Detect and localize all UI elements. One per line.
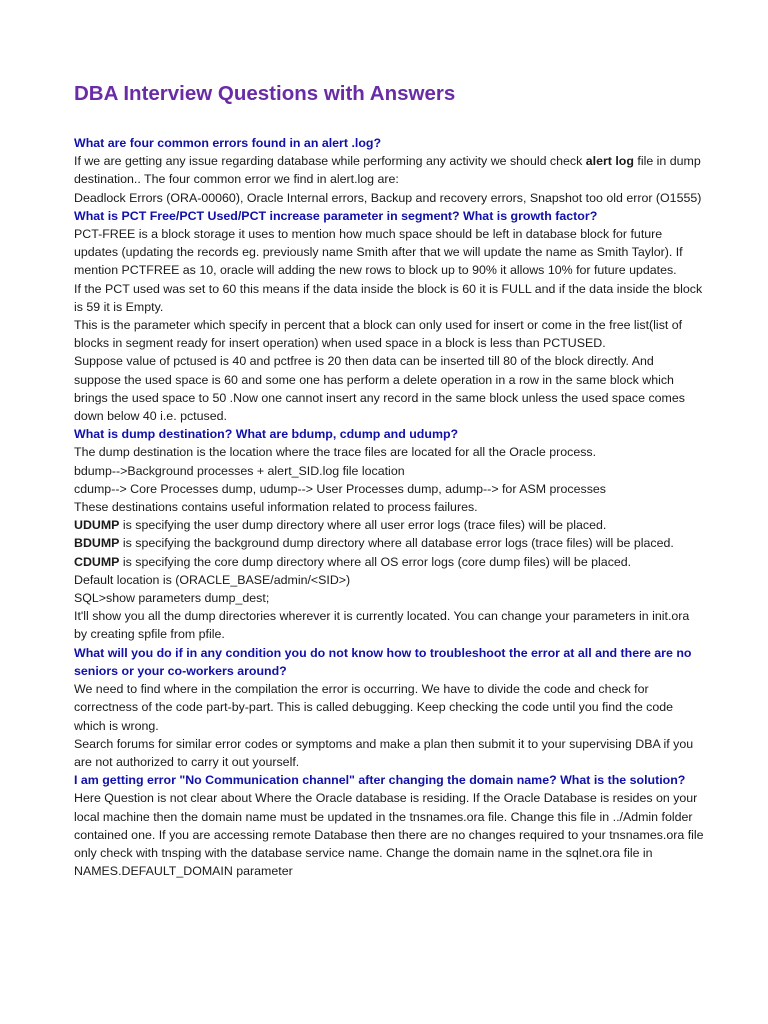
answer-paragraph: If the PCT used was set to 60 this means if the data inside the block is 60 it is FULL and if the data inside the block is 59 it is Empty. — [74, 281, 703, 314]
answer-paragraph: Default location is (ORACLE_BASE/admin/<SID>) — [74, 572, 351, 587]
answer-paragraph: cdump--> Core Processes dump, udump--> User Processes dump, adump--> for ASM processes — [74, 481, 606, 496]
answer-paragraph: These destinations contains useful information related to process failures. — [74, 500, 478, 515]
answer-paragraph: SQL>show parameters dump_dest; — [74, 591, 270, 606]
question-heading: I am getting error "No Communication channel" after changing the domain name? What is the solution? — [74, 773, 686, 788]
question-heading: What is PCT Free/PCT Used/PCT increase parameter in segment? What is growth factor? — [74, 208, 598, 223]
answer-paragraph: Suppose value of pctused is 40 and pctfree is 20 then data can be inserted till 80 of the block directly. And suppose the used space is 60 and some one has perform a delete operation in a row in the same block which brings the used space to 50 .Now one cannot insert any record in the same block unless the used space comes down below 40 i.e. pctused. — [74, 354, 685, 424]
document-body — [74, 134, 704, 880]
answer-paragraph: We need to find where in the compilation the error is occurring. We have to divide the code and check for correctness of the code part-by-part. This is called debugging. Keep checking the code until you find the code which is wrong. — [74, 682, 674, 733]
question-heading: What will you do if in any condition you do not know how to troubleshoot the error at all and there are no seniors or your co-workers around? — [74, 645, 692, 678]
question-heading: What is dump destination? What are bdump, cdump and udump? — [74, 427, 459, 442]
answer-paragraph: This is the parameter which specify in percent that a block can only used for insert or come in the free list(list of blocks in segment ready for insert operation) when used space in a block is less than PCTUSED. — [74, 318, 683, 351]
answer-paragraph: UDUMP is specifying the user dump directory where all user error logs (trace files) will be placed. — [74, 518, 607, 533]
answer-paragraph: If we are getting any issue regarding database while performing any activity we should check alert log file in dump destination.. The four common error we find in alert.log are: — [74, 154, 701, 187]
answer-paragraph: CDUMP is specifying the core dump directory where all OS error logs (core dump files) will be placed. — [74, 554, 632, 569]
answer-paragraph: It'll show you all the dump directories wherever it is currently located. You can change your parameters in init.ora by creating spfile from pfile. — [74, 609, 690, 642]
answer-paragraph: Here Question is not clear about Where the Oracle database is residing. If the Oracle Database is resides on your local machine then the domain name must be updated in the tnsnames.ora file. Change this file in ../Admin folder contained one. If you are accessing remote Database then there are no changes required to your tnsnames.ora file only check with tnsping with the database service name. Change the domain name in the sqlnet.ora file in NAMES.DEFAULT_DOMAIN parameter — [74, 791, 704, 879]
page-title: DBA Interview Questions with Answers — [74, 82, 456, 105]
answer-paragraph: bdump-->Background processes + alert_SID.log file location — [74, 463, 405, 478]
answer-paragraph: BDUMP is specifying the background dump directory where all database error logs (trace files) will be placed. — [74, 536, 674, 551]
answer-paragraph: PCT-FREE is a block storage it uses to mention how much space should be left in database block for future updates (updating the records eg. previously name Smith after that we will update the name as Smith Taylor). If mention PCTFREE as 10, oracle will adding the new rows to block up to 90% it allows 10% for future updates. — [74, 227, 683, 278]
answer-paragraph: The dump destination is the location where the trace files are located for all the Oracle process. — [74, 445, 597, 460]
question-heading: What are four common errors found in an alert .log? — [74, 136, 382, 150]
answer-paragraph: Deadlock Errors (ORA-00060), Oracle Internal errors, Backup and recovery errors, Snapshot too old error (O1555) — [74, 190, 702, 205]
answer-paragraph: Search forums for similar error codes or symptoms and make a plan then submit it to your supervising DBA if you are not authorized to carry it out yourself. — [74, 736, 694, 769]
